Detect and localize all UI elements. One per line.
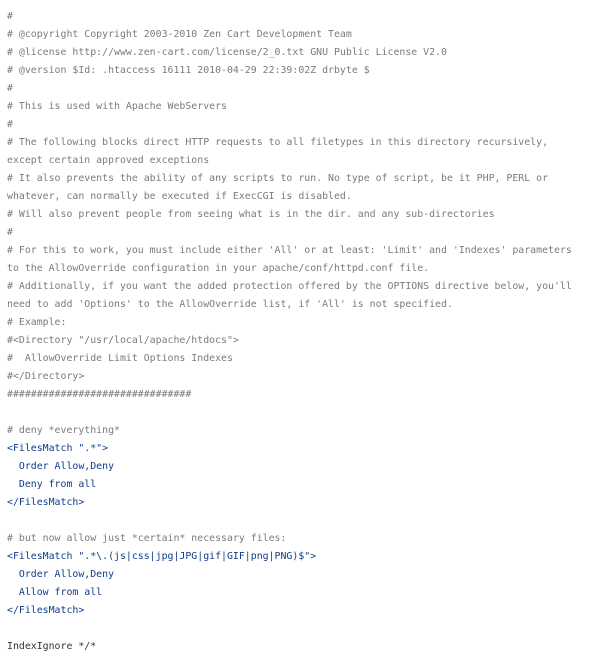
code-line: # Additionally, if you want the added protection offered by the OPTIONS directive below, you'll bbox=[7, 281, 572, 292]
code-line bbox=[7, 512, 595, 530]
code-line: IndexIgnore */* bbox=[7, 641, 97, 652]
code-line: <FilesMatch ".*\.(js|css|jpg|JPG|gif|GIF|png|PNG)$"> bbox=[7, 551, 317, 562]
code-line: #</Directory> bbox=[7, 371, 85, 382]
code-line: # This is used with Apache WebServers bbox=[7, 101, 227, 112]
code-line: </FilesMatch> bbox=[7, 605, 85, 616]
code-line: # AllowOverride Limit Options Indexes bbox=[7, 353, 233, 364]
code-line: Deny from all bbox=[7, 479, 97, 490]
code-line: whatever, can normally be executed if ExecCGI is disabled. bbox=[7, 191, 352, 202]
code-line: # The following blocks direct HTTP requests to all filetypes in this directory recursively, bbox=[7, 137, 549, 148]
code-line: # Will also prevent people from seeing what is in the dir. and any sub-directories bbox=[7, 209, 495, 220]
code-line: # bbox=[7, 83, 13, 94]
code-line bbox=[7, 620, 595, 638]
code-line bbox=[7, 404, 595, 422]
code-line: # Example: bbox=[7, 317, 67, 328]
code-line: Order Allow,Deny bbox=[7, 569, 115, 580]
code-line: # It also prevents the ability of any scripts to run. No type of script, be it PHP, PERL or bbox=[7, 173, 549, 184]
code-line: # bbox=[7, 11, 13, 22]
code-line: # bbox=[7, 119, 13, 130]
code-line: # @version $Id: .htaccess 16111 2010-04-29 22:39:02Z drbyte $ bbox=[7, 65, 370, 76]
code-line: </FilesMatch> bbox=[7, 497, 85, 508]
code-line: # deny *everything* bbox=[7, 425, 120, 436]
code-line: # bbox=[7, 227, 13, 238]
code-view bbox=[7, 8, 595, 656]
code-line: Allow from all bbox=[7, 587, 103, 598]
code-line: # but now allow just *certain* necessary files: bbox=[7, 533, 287, 544]
code-line: # @copyright Copyright 2003-2010 Zen Cart Development Team bbox=[7, 29, 352, 40]
code-line: ############################### bbox=[7, 389, 192, 400]
code-line: <FilesMatch ".*"> bbox=[7, 443, 109, 454]
code-line: # For this to work, you must include either 'All' or at least: 'Limit' and 'Indexes' parameters bbox=[7, 245, 572, 256]
code-line: except certain approved exceptions bbox=[7, 155, 210, 166]
code-line: need to add 'Options' to the AllowOverride list, if 'All' is not specified. bbox=[7, 299, 453, 310]
code-line: to the AllowOverride configuration in your apache/conf/httpd.conf file. bbox=[7, 263, 430, 274]
code-line: Order Allow,Deny bbox=[7, 461, 115, 472]
code-line: # @license http://www.zen-cart.com/license/2_0.txt GNU Public License V2.0 bbox=[7, 47, 447, 58]
code-line: #<Directory "/usr/local/apache/htdocs"> bbox=[7, 335, 239, 346]
